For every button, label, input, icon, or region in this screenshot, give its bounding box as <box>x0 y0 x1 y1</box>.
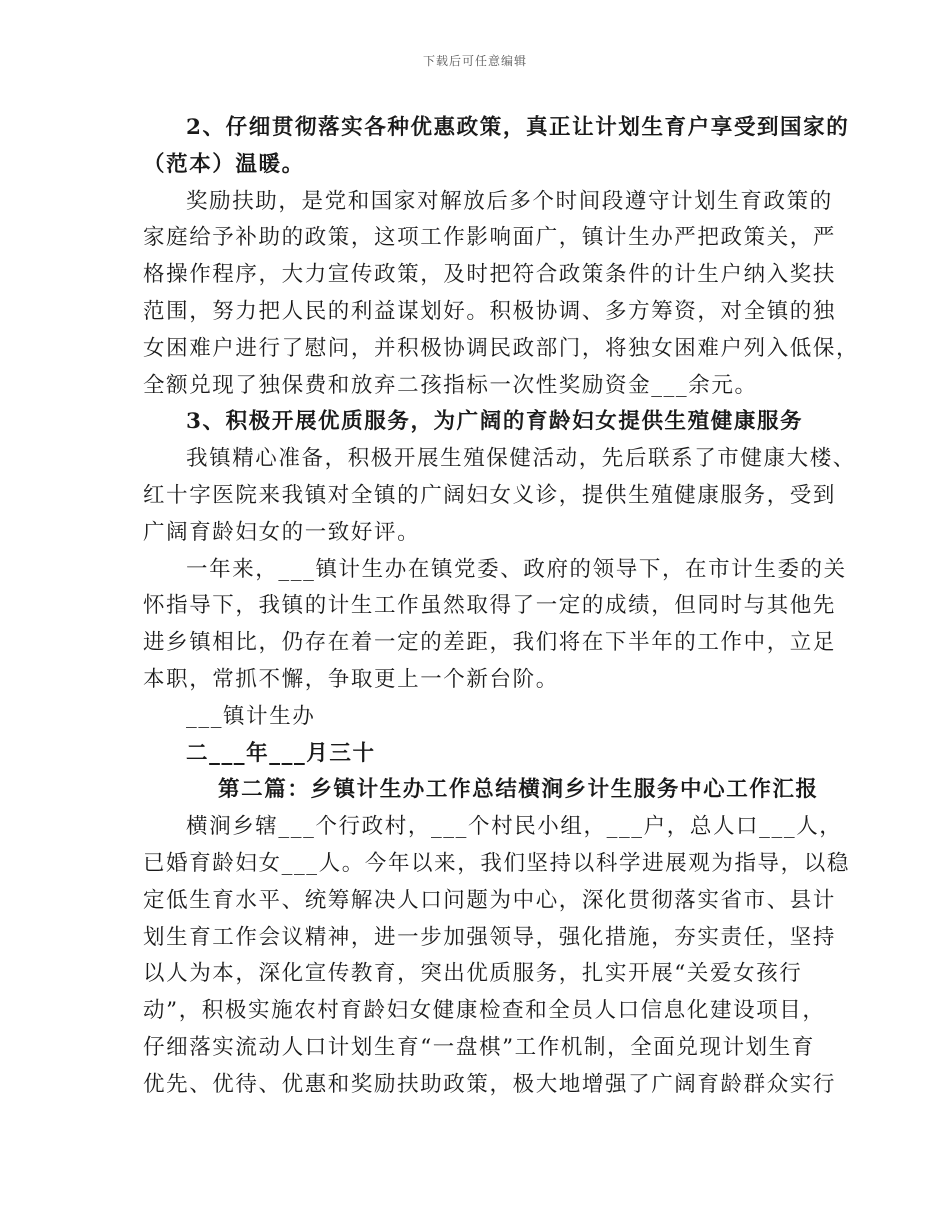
paragraph-line: 划生育工作会议精神，进一步加强领导，强化措施，夯实责任，坚持 <box>143 924 837 950</box>
paragraph-line: 定低生育水平、统筹解决人口问题为中心，深化贯彻落实省市、县计 <box>143 887 837 913</box>
paragraph-line: 已婚育龄妇女___人。今年以来，我们坚持以科学进展观为指导，以稳 <box>143 850 850 876</box>
paragraph-line: 优先、优待、优惠和奖励扶助政策，极大地增强了广阔育龄群众实行 <box>143 1071 837 1097</box>
paragraph-line: 我镇精心准备，积极开展生殖保健活动，先后联系了市健康大楼、 <box>186 446 856 472</box>
paragraph-line: 横涧乡辖___个行政村，___个村民小组，___户，总人口___人， <box>186 814 843 840</box>
signature-line: ___镇计生办 <box>186 703 316 729</box>
date-line: 二___年___月三十 <box>186 740 376 766</box>
paragraph-line: 本职，常抓不懈，争取更上一个新台阶。 <box>143 666 559 692</box>
paragraph-line: 家庭给予补助的政策，这项工作影响面广，镇计生办严把政策关，严 <box>143 225 837 251</box>
paragraph-line: 仔细落实流动人口计划生育“一盘棋”工作机制，全面兑现计划生育 <box>143 1034 815 1060</box>
paragraph-line: 广阔育龄妇女的一致好评。 <box>143 519 421 545</box>
page-header: 下载后可任意编辑 <box>422 54 527 68</box>
document-body <box>143 110 860 1104</box>
section-heading-2: 2、仔细贯彻落实各种优惠政策，真正让计划生育户享受到国家的 <box>186 115 850 140</box>
paragraph-line: 以人为本，深化宣传教育，突出优质服务，扎实开展“关爱女孩行 <box>143 961 803 987</box>
paragraph-line: 奖励扶助，是党和国家对解放后多个时间段遵守计划生育政策的 <box>186 188 833 214</box>
section-heading-3: 3、积极开展优质服务，为广阔的育龄妇女提供生殖健康服务 <box>186 409 804 435</box>
paragraph-line: 进乡镇相比，仍存在着一定的差距，我们将在下半年的工作中，立足 <box>143 630 837 656</box>
paragraph-line: 红十字医院来我镇对全镇的广阔妇女义诊，提供生殖健康服务，受到 <box>143 482 837 508</box>
paragraph-line: 全额兑现了独保费和放弃二孩指标一次性奖励资金___余元。 <box>143 372 758 398</box>
paragraph-line: 一年来，___镇计生办在镇党委、政府的领导下，在市计生委的关 <box>186 556 847 582</box>
paragraph-line: 动”，积极实施农村育龄妇女健康检查和全员人口信息化建设项目， <box>143 998 826 1024</box>
paragraph-line: 怀指导下，我镇的计生工作虽然取得了一定的成绩，但同时与其他先 <box>143 593 837 619</box>
section-heading-2-cont: （范本）温暖。 <box>143 151 305 177</box>
chapter-title: 第二篇：乡镇计生办工作总结横涧乡计生服务中心工作汇报 <box>218 777 819 803</box>
paragraph-line: 格操作程序，大力宣传政策，及时把符合政策条件的计生户纳入奖扶 <box>143 262 837 288</box>
paragraph-line: 女困难户进行了慰问，并积极协调民政部门，将独女困难户列入低保， <box>143 335 860 361</box>
paragraph-line: 范围，努力把人民的利益谋划好。积极协调、多方筹资，对全镇的独 <box>143 298 837 324</box>
